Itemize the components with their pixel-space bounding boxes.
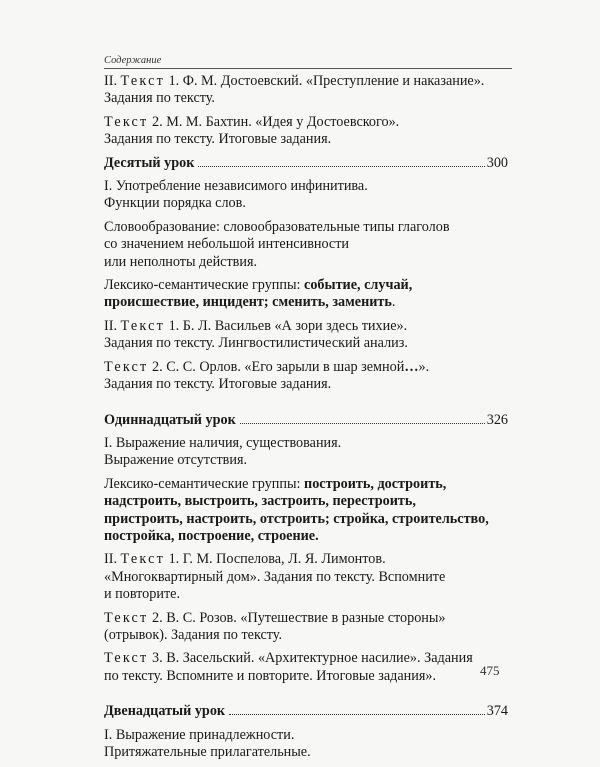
- toc-line: [104, 131, 508, 148]
- toc-text: I. Выражение принадлежности.: [104, 726, 295, 743]
- toc-line: [104, 452, 508, 469]
- bold-term: надстроить, выстроить, застроить, перестроить,: [104, 493, 416, 510]
- toc-text: Лексико-семантические группы:: [104, 475, 305, 492]
- toc-line: [104, 668, 508, 685]
- text-label: Текст: [120, 73, 166, 89]
- lesson-heading: [104, 703, 508, 720]
- toc-line: [104, 277, 508, 294]
- toc-text: 3. В. Засельский. «Архитектурное насилие». Задания: [148, 650, 473, 667]
- toc-text: Задания по тексту. Итоговые задания.: [104, 131, 332, 148]
- bold-term: постройка, построение, строение.: [104, 527, 319, 544]
- table-of-contents: [104, 73, 508, 767]
- toc-line: [104, 114, 508, 131]
- toc-entry: [104, 359, 508, 394]
- toc-text: Выражение отсутствия.: [104, 452, 248, 469]
- lesson-title: Десятый урок: [104, 154, 195, 171]
- toc-text: I. Выражение наличия, существования.: [104, 434, 342, 451]
- toc-line: [104, 219, 508, 236]
- toc-text: Задания по тексту.: [104, 90, 215, 107]
- toc-entry: [104, 727, 508, 762]
- toc-entry: [104, 476, 508, 546]
- text-label: Текст: [104, 358, 149, 375]
- toc-line: [104, 376, 508, 393]
- toc-line: [104, 254, 508, 271]
- toc-line: [104, 476, 508, 493]
- text-label: Текст: [104, 609, 149, 626]
- section-gap: [104, 691, 508, 703]
- page-number: 475: [480, 663, 500, 678]
- toc-text: 1. Б. Л. Васильев «А зори здесь тихие».: [165, 317, 408, 334]
- lesson-page-number: 374: [486, 703, 508, 720]
- toc-text: (отрывок). Задания по тексту.: [104, 626, 283, 643]
- toc-text: II.: [104, 73, 121, 89]
- bold-term: происшествие, инцидент; сменить, заменить: [104, 294, 392, 311]
- dot-leader: [240, 423, 485, 424]
- bold-term: пристроить, настроить, отстроить; стройка, строительство,: [104, 510, 489, 527]
- bold-term: построить, достроить,: [304, 475, 447, 492]
- toc-entry: [104, 610, 508, 645]
- text-label: Текст: [104, 113, 149, 130]
- toc-line: [104, 744, 508, 761]
- section-gap: [104, 400, 508, 412]
- bold-term: событие, случай,: [304, 277, 413, 294]
- lesson-heading: [104, 155, 508, 172]
- toc-line: [104, 294, 508, 311]
- toc-text: Притяжательные прилагательные.: [104, 744, 311, 760]
- toc-line: [104, 650, 508, 667]
- toc-line: [104, 511, 508, 528]
- toc-line: [104, 435, 508, 452]
- toc-text: Словообразование: словообразовательные типы глаголов: [104, 218, 450, 235]
- toc-line: [104, 90, 508, 107]
- toc-entry: [104, 73, 508, 108]
- toc-text: Функции порядка слов.: [104, 195, 246, 212]
- toc-line: [104, 528, 508, 545]
- toc-text: .: [391, 294, 396, 311]
- dot-leader: [198, 166, 484, 167]
- toc-line: [104, 73, 508, 90]
- toc-line: [104, 551, 508, 568]
- toc-line: [104, 727, 508, 744]
- toc-entry: [104, 114, 508, 149]
- toc-text: со значением небольшой интенсивности: [104, 236, 350, 253]
- toc-text: или неполноты действия.: [104, 253, 258, 270]
- lesson-title: Одиннадцатый урок: [104, 411, 236, 428]
- toc-text: 2. С. С. Орлов. «Его зарыли в шар земной: [148, 358, 405, 375]
- lesson-page-number: 300: [486, 154, 508, 171]
- toc-line: [104, 318, 508, 335]
- toc-line: [104, 493, 508, 510]
- toc-text: Задания по тексту. Лингвостилистический анализ.: [104, 335, 408, 352]
- lesson-heading: [104, 412, 508, 429]
- toc-entry: [104, 178, 508, 213]
- toc-text: 2. М. М. Бахтин. «Идея у Достоевского».: [148, 113, 400, 130]
- bold-term: …: [404, 358, 419, 375]
- toc-text: I. Употребление независимого инфинитива.: [104, 178, 368, 195]
- toc-text: 2. В. С. Розов. «Путешествие в разные стороны»: [148, 609, 446, 626]
- toc-text: Лексико-семантические группы:: [104, 277, 305, 294]
- toc-text: II.: [104, 551, 121, 568]
- toc-text: 1. Г. М. Поспелова, Л. Я. Лимонтов.: [165, 551, 386, 568]
- toc-text: ».: [418, 358, 430, 375]
- toc-line: [104, 178, 508, 195]
- toc-entry: [104, 650, 508, 685]
- toc-text: II.: [104, 317, 121, 334]
- lesson-page-number: 326: [486, 411, 508, 428]
- toc-text: Задания по тексту. Итоговые задания.: [104, 376, 332, 393]
- toc-line: [104, 610, 508, 627]
- toc-entry: [104, 277, 508, 312]
- toc-entry: [104, 318, 508, 353]
- toc-entry: [104, 219, 508, 271]
- toc-line: [104, 569, 508, 586]
- toc-entry: [104, 435, 508, 470]
- toc-text: 1. Ф. М. Достоевский. «Преступление и наказание».: [165, 73, 485, 89]
- running-head: Содержание: [104, 55, 512, 69]
- text-label: Текст: [104, 650, 149, 667]
- dot-leader: [229, 714, 485, 715]
- toc-line: [104, 195, 508, 212]
- toc-entry: [104, 551, 508, 603]
- toc-line: [104, 627, 508, 644]
- lesson-title: Двенадцатый урок: [104, 703, 226, 720]
- toc-text: и повторите.: [104, 586, 181, 603]
- toc-line: [104, 359, 508, 376]
- toc-line: [104, 335, 508, 352]
- toc-line: [104, 236, 508, 253]
- toc-text: «Многоквартирный дом». Задания по тексту. Вспомните: [104, 568, 446, 585]
- text-label: Текст: [120, 551, 166, 568]
- toc-line: [104, 586, 508, 603]
- toc-text: по тексту. Вспомните и повторите. Итоговые задания».: [104, 667, 437, 684]
- text-label: Текст: [120, 317, 166, 334]
